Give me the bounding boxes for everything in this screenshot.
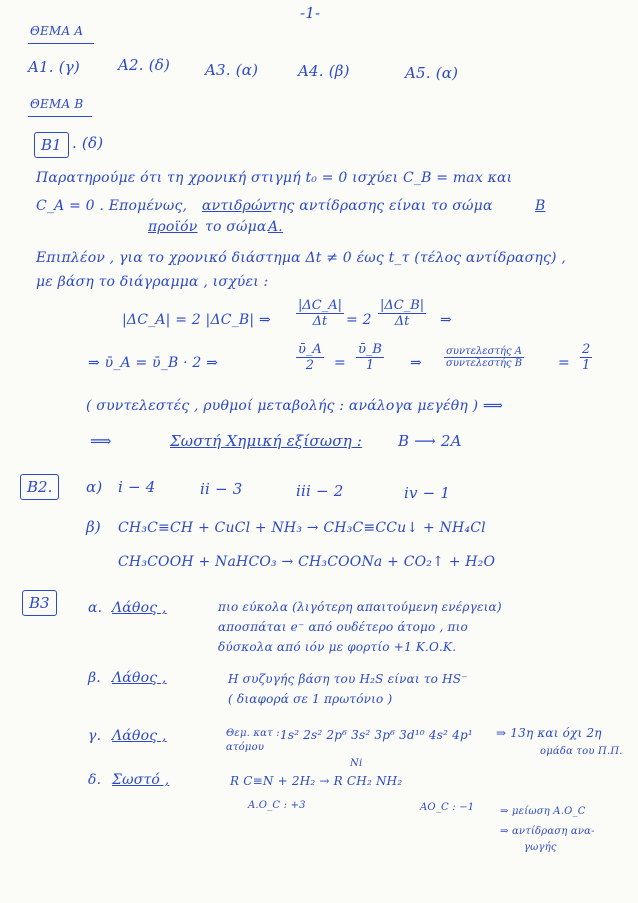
b2-label-box — [20, 474, 59, 500]
b1-line-3b: το σώμα — [205, 219, 267, 235]
b2-reaction-1: CH₃C≡CH + CuCl + NH₃ → CH₃C≡CCu↓ + NH₄Cl — [118, 520, 486, 536]
b3-c-config: 1s² 2s² 2p⁶ 3s² 3p⁶ 3d¹⁰ 4s² 4p¹ — [280, 728, 473, 742]
b1-eq1-frac2-num: |ΔC_B| — [380, 298, 425, 313]
b2-pair-3: iii − 2 — [296, 482, 344, 500]
b3-a-verdict: Λάθος , — [112, 600, 167, 616]
b2-pair-4: iv − 1 — [404, 484, 451, 502]
b1-eq2-frac1-num: ῡ_A — [298, 342, 322, 357]
b1-eq2-eq: = — [558, 355, 570, 371]
thema-a-title: ΘΕΜΑ Α — [30, 24, 84, 38]
b1-eq2-frac4-num: 2 — [582, 342, 591, 357]
b3-c-verdict: Λάθος , — [112, 728, 167, 744]
b1-eq1-frac2 — [378, 298, 426, 329]
b1-eq1-arrow: ⇒ — [440, 312, 452, 328]
b1-eq1-frac1-den: Δt — [312, 314, 328, 329]
b3-d-catalyst: Ni — [350, 758, 363, 769]
b3-b-line-1: Η συζυγής βάση του H₂S είναι το HS⁻ — [228, 672, 468, 686]
b1-eq2-arrow: ⇒ — [410, 355, 422, 371]
b1-body-a: A. — [268, 219, 283, 235]
thema-b-title: ΘΕΜΑ Β — [30, 97, 84, 111]
b3-b-line-2: ( διαφορά σε 1 πρωτόνιο ) — [228, 692, 393, 706]
b1-eq2-frac2-num: ῡ_B — [358, 342, 382, 357]
b1-eq2-frac3-num: συντελεστής A — [444, 346, 524, 358]
thema-a-underline — [28, 43, 94, 44]
b3-c-conclusion-2: ομάδα του Π.Π. — [540, 746, 623, 757]
b1-eq2-frac3 — [444, 346, 524, 369]
b2-pair-1: i − 4 — [118, 478, 156, 496]
b1-eq1-left: |ΔC_A| = 2 |ΔC_B| ⇒ — [122, 312, 271, 328]
b3-c-config-label-2: ατόμου — [226, 742, 265, 753]
b1-label-box — [34, 132, 69, 158]
b1-eq2-frac2 — [356, 342, 384, 373]
b2-pair-2: ii − 3 — [200, 480, 243, 498]
answer-a1: Α1. (γ) — [28, 58, 80, 76]
b3-c-letter: γ. — [88, 728, 102, 744]
b1-eq2-frac1-den: 2 — [305, 358, 315, 373]
b1-choice: . (δ) — [72, 134, 104, 152]
b1-line-1: Παρατηρούμε ότι τη χρονική στιγμή t₀ = 0 ισχύει C_B = max και — [36, 170, 513, 186]
b1-eq2-frac2-den: 1 — [365, 358, 375, 373]
thema-b-underline — [28, 116, 92, 117]
b2-b-label: β) — [86, 518, 101, 536]
b3-b-letter: β. — [88, 670, 101, 686]
b1-eq2-frac1 — [296, 342, 324, 373]
b3-c-conclusion-1: ⇒ 13η και όχι 2η — [496, 726, 602, 740]
b3-d-conclusion-3: γωγής — [524, 842, 557, 853]
b1-eq1-mid: = 2 — [346, 312, 372, 328]
b1-eq1-frac1 — [296, 298, 344, 329]
answer-a3: Α3. (α) — [205, 61, 259, 79]
b1-body-b: B — [535, 198, 546, 214]
b3-b-verdict: Λάθος , — [112, 670, 167, 686]
b1-eq2-frac4 — [580, 342, 592, 373]
b1-reactant-word: αντιδρών — [202, 198, 272, 214]
b3-a-line-3: δύσκολα από ιόν με φορτίο +1 Κ.Ο.Κ. — [218, 640, 457, 654]
b1-eq2-frac3-den: συντελεστής B — [446, 358, 523, 369]
b3-a-letter: α. — [88, 600, 103, 616]
b1-eq2-mid: = — [334, 355, 346, 371]
b3-label-box — [22, 590, 57, 616]
b2-label: Β2. — [27, 478, 53, 496]
b2-reaction-2: CH₃COOH + NaHCO₃ → CH₃COONa + CO₂↑ + H₂O — [118, 554, 496, 570]
b3-a-line-2: αποσπάται e⁻ από ουδέτερο άτομο , πιο — [218, 620, 468, 634]
b1-line-5: με βάση το διάγραμμα , ισχύει : — [36, 274, 269, 290]
b1-line-2: C_A = 0 . Επομένως, — [36, 198, 188, 214]
b1-product-word: προϊόν — [148, 219, 198, 235]
b3-label: Β3 — [29, 594, 50, 612]
b3-d-ox-right: AO_C : −1 — [420, 802, 475, 813]
b1-note: ( συντελεστές , ρυθμοί μεταβολής : ανάλογα μεγέθη ) ⟹ — [86, 398, 504, 414]
b1-result-arrow: ⟹ — [90, 432, 112, 450]
b2-a-label: α) — [86, 478, 103, 496]
page-number: -1- — [300, 4, 321, 22]
b1-line-4: Επιπλέον , για το χρονικό διάστημα Δt ≠ 0 έως t_τ (τέλος αντίδρασης) , — [36, 250, 566, 266]
b1-line-2b: της αντίδρασης είναι το σώμα — [270, 198, 493, 214]
b3-a-line-1: πιο εύκολα (λιγότερη απαιτούμενη ενέργεια) — [218, 600, 502, 614]
b3-d-reaction: R C≡N + 2H₂ → R CH₂ NH₂ — [230, 774, 403, 788]
answer-a5: Α5. (α) — [405, 64, 459, 82]
b1-eq1-frac2-den: Δt — [394, 314, 410, 329]
b1-result-label: Σωστή Χημική εξίσωση : — [170, 432, 363, 450]
b3-d-letter: δ. — [88, 772, 102, 788]
b1-result-equation: B ⟶ 2A — [398, 432, 462, 450]
answer-a2: Α2. (δ) — [118, 56, 171, 74]
b3-c-config-label-1: Θεμ. κατ : — [226, 728, 280, 739]
b3-d-conclusion-2: ⇒ αντίδραση ανα- — [500, 826, 595, 837]
b1-eq2-left: ⇒ ῡ_A = ῡ_B · 2 ⇒ — [88, 355, 219, 371]
b1-label: Β1 — [41, 136, 62, 154]
b3-d-ox-left: A.O_C : +3 — [248, 800, 306, 811]
answer-a4: Α4. (β) — [298, 62, 350, 80]
b3-d-verdict: Σωστό , — [112, 772, 170, 788]
b1-eq2-frac4-den: 1 — [582, 358, 591, 373]
b1-eq1-frac1-num: |ΔC_A| — [298, 298, 342, 313]
b3-d-conclusion-1: ⇒ μείωση A.O_C — [500, 806, 586, 817]
